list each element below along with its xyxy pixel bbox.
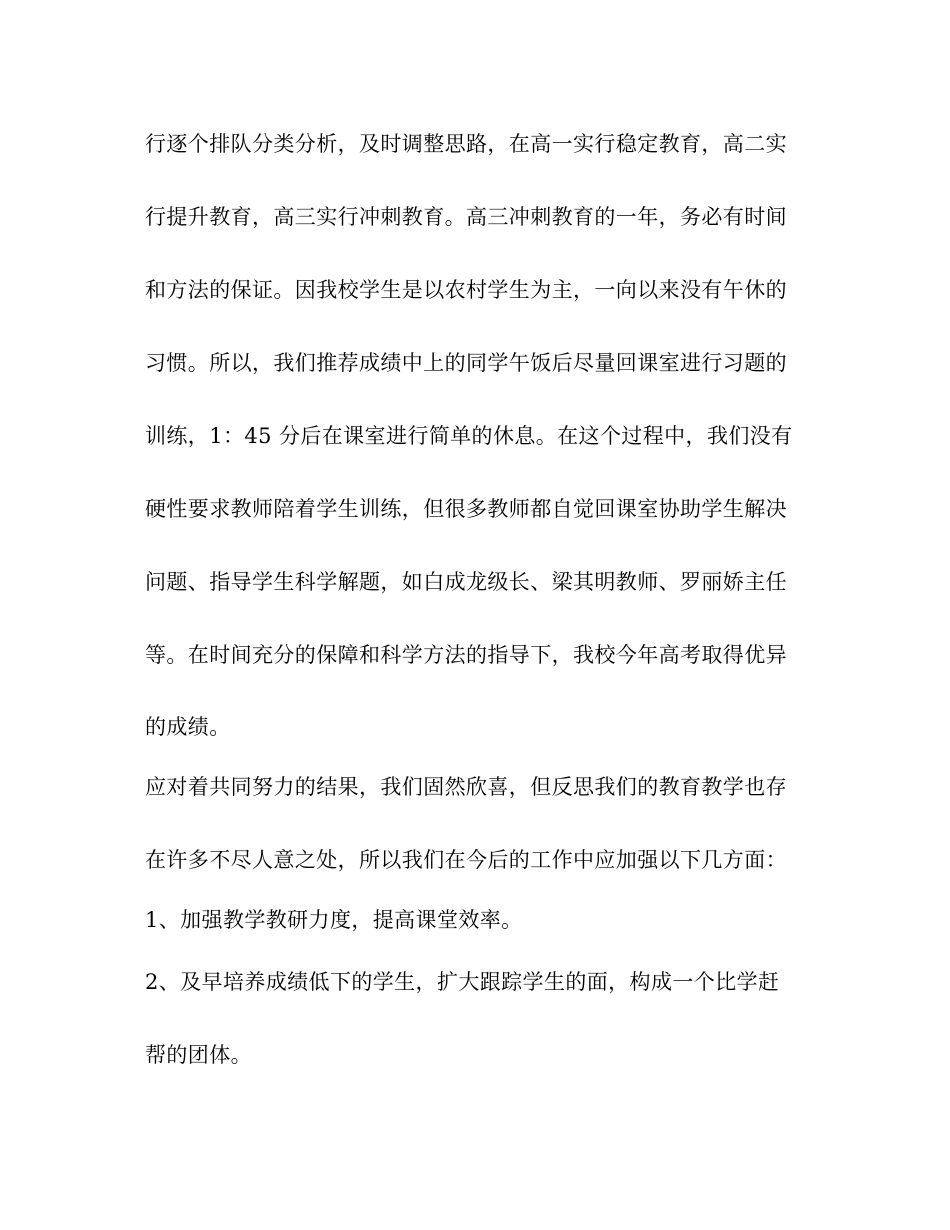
paragraph-line: 的成绩。	[145, 715, 231, 739]
list-item-line: 2、及早培养成绩低下的学生，扩大跟踪学生的面，构成一个比学赶	[145, 970, 780, 994]
paragraph-line: 硬性要求教师陪着学生训练，但很多教师都自觉回课室协助学生解决	[145, 497, 787, 521]
paragraph-line: 应对着共同努力的结果，我们固然欣喜，但反思我们的教育教学也存	[145, 775, 787, 799]
paragraph-line: 行提升教育，高三实行冲刺教育。高三冲刺教育的一年，务必有时间	[145, 205, 787, 229]
list-item-line: 帮的团体。	[145, 1043, 252, 1067]
paragraph-line: 和方法的保证。因我校学生是以农村学生为主，一向以来没有午休的	[145, 278, 787, 302]
paragraph-line: 行逐个排队分类分析，及时调整思路，在高一实行稳定教育，高二实	[145, 132, 787, 156]
paragraph-line: 习惯。所以，我们推荐成绩中上的同学午饭后尽量回课室进行习题的	[145, 351, 787, 375]
paragraph-line: 在许多不尽人意之处，所以我们在今后的工作中应加强以下几方面：	[145, 848, 787, 872]
list-item-line: 1、加强教学教研力度，提高课堂效率。	[145, 908, 523, 932]
paragraph-line: 训练，1：45 分后在课室进行简单的休息。在这个过程中，我们没有	[145, 424, 793, 448]
paragraph-line: 等。在时间充分的保障和科学方法的指导下，我校今年高考取得优异	[145, 643, 787, 667]
paragraph-line: 问题、指导学生科学解题，如白成龙级长、梁其明教师、罗丽娇主任	[145, 570, 787, 594]
